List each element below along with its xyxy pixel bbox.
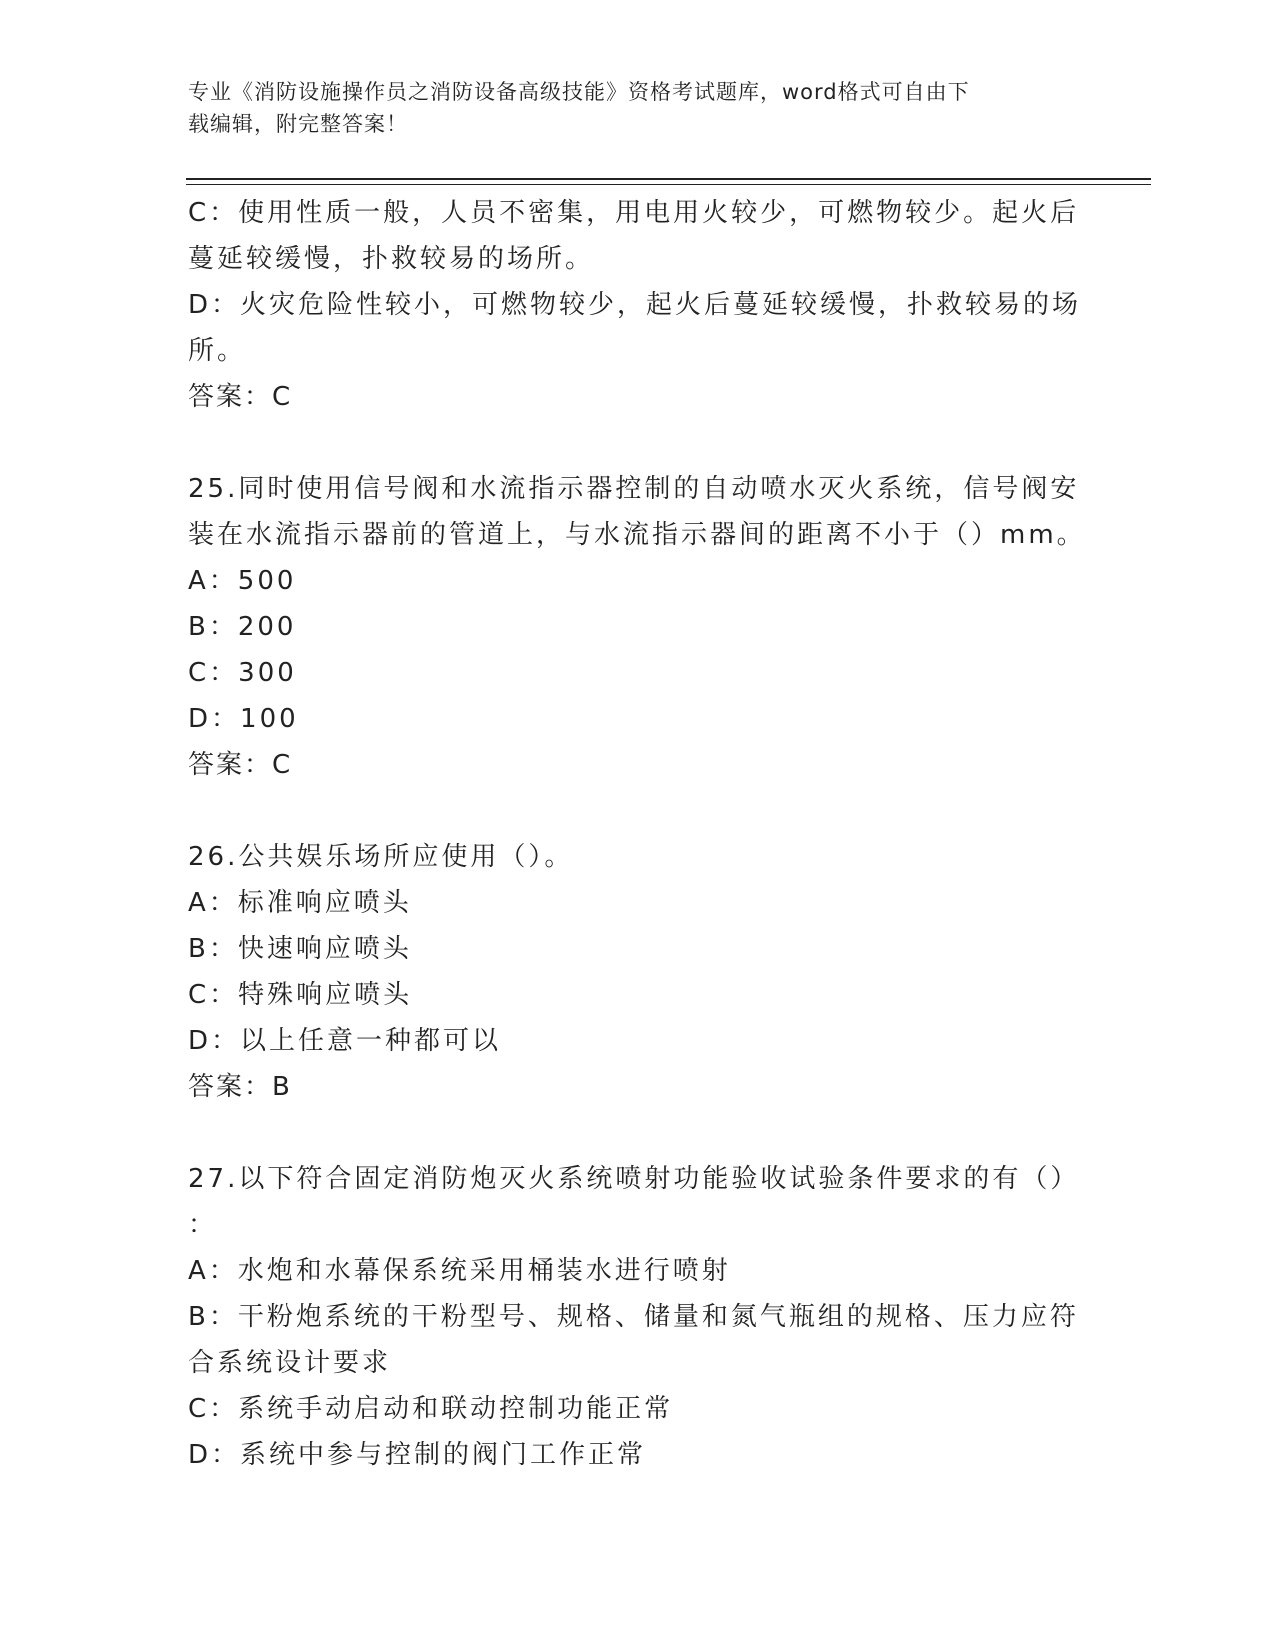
spacer: [188, 420, 1088, 466]
option-a: A：500: [188, 566, 297, 596]
spacer: [188, 1110, 1088, 1156]
header-rule-thick: [186, 178, 1151, 180]
question-stem-line-1: 25.同时使用信号阀和水流指示器控制的自动喷水灭火系统，信号阀安: [188, 474, 1080, 504]
document-body: [188, 190, 1088, 1478]
option-d: D：100: [188, 704, 299, 734]
option-b-line-1: B：干粉炮系统的干粉型号、规格、储量和氮气瓶组的规格、压力应符: [188, 1302, 1079, 1332]
option-d: D：以上任意一种都可以: [188, 1026, 502, 1056]
option-b: B：200: [188, 612, 297, 642]
question-24-continued: [188, 190, 1088, 420]
option-d: D：系统中参与控制的阀门工作正常: [188, 1440, 647, 1470]
option-c-line-1: C：使用性质一般，人员不密集，用电用火较少，可燃物较少。起火后: [188, 198, 1080, 228]
option-c: C：系统手动启动和联动控制功能正常: [188, 1394, 674, 1424]
option-b-line-2: 合系统设计要求: [188, 1348, 392, 1378]
option-c: C：300: [188, 658, 297, 688]
question-27: [188, 1156, 1088, 1478]
option-a: A：水炮和水幕保系统采用桶装水进行喷射: [188, 1256, 731, 1286]
option-b: B：快速响应喷头: [188, 934, 412, 964]
question-stem-line-2: ：: [188, 1210, 218, 1240]
spacer: [188, 788, 1088, 834]
question-26: [188, 834, 1088, 1110]
option-d-line-1: D：火灾危险性较小，可燃物较少，起火后蔓延较缓慢，扑救较易的场: [188, 290, 1082, 320]
option-a: A：标准响应喷头: [188, 888, 412, 918]
question-stem-line-2: 装在水流指示器前的管道上，与水流指示器间的距离不小于（）mm。: [188, 520, 1086, 550]
option-c-line-2: 蔓延较缓慢，扑救较易的场所。: [188, 244, 595, 274]
header-line-2: 载编辑，附完整答案！: [188, 112, 408, 136]
question-stem: 26.公共娱乐场所应使用（）。: [188, 842, 574, 872]
answer: 答案：C: [188, 750, 293, 780]
header-rule-thin: [186, 184, 1151, 185]
option-c: C：特殊响应喷头: [188, 980, 413, 1010]
question-stem-line-1: 27.以下符合固定消防炮灭火系统喷射功能验收试验条件要求的有（）: [188, 1164, 1080, 1194]
document-header: [188, 76, 1068, 140]
header-line-1: 专业《消防设施操作员之消防设备高级技能》资格考试题库，word格式可自由下: [188, 80, 970, 104]
question-25: [188, 466, 1088, 788]
option-d-line-2: 所。: [188, 336, 247, 366]
answer: 答案：C: [188, 382, 293, 412]
answer: 答案：B: [188, 1072, 292, 1102]
